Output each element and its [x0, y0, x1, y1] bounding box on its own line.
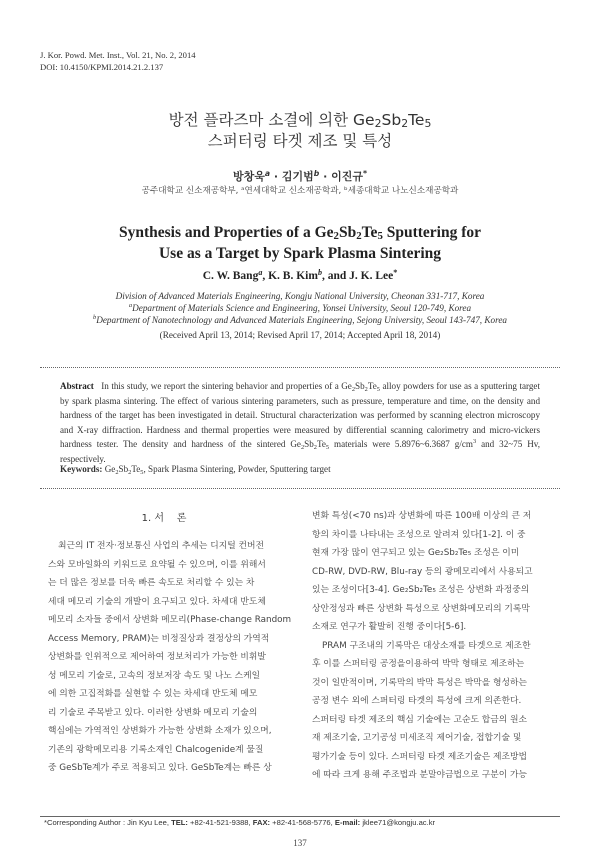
- divider-bottom: [40, 488, 560, 489]
- text-line: 리 기술로 주목받고 있다. 이러한 상변화 메모리 기술의: [48, 707, 258, 718]
- text-line: PRAM 구조내의 기록막은 대상소재를 타겟으로 제조한: [322, 640, 531, 651]
- keywords: Keywords: $Ge_2Sb_2Te_5$, Spark Plasma Sintering, Powder, Sputtering target: [60, 464, 331, 476]
- text-line: 후 이를 스퍼터링 공정을이용하여 박막 형태로 제조하는: [312, 659, 525, 669]
- corresponding-author-footnote: *Corresponding Author : Jin Kyu Lee, TEL: +82-41-521-9388, FAX: +82-41-568-5776, E-mail: jklee71@kongju.ac.kr: [44, 818, 436, 827]
- text-line: 있는 조성이다[3-4]. Ge₂Sb₂Te₅ 조성은 상변화 과정중의: [312, 585, 530, 595]
- korean-title-line-1: 방전 플라즈마 소결에 의한 $Ge_2Sb_2Te_5$: [168, 111, 432, 130]
- english-title-line-1: Synthesis and Properties of a $Ge_2Sb_2Te_5$ Sputtering for: [118, 224, 482, 242]
- korean-title-line-2: 스퍼터링 타겟 제조 및 특성: [207, 132, 393, 150]
- text-line: 재 제조기술, 고기공성 미세조직 제어기술, 접합기술 및: [312, 733, 522, 743]
- text-line: 중 GeSbTe계가 주로 적용되고 있다. GeSbTe계는 빠른 상: [48, 763, 272, 773]
- english-affiliation-3: $^b$Department of Nanotechnology and Advanced Materials Engineering, Sejong University, Seoul 143-747, Korea: [92, 314, 508, 325]
- text-line: 세대 메모리 기술의 개발이 요구되고 있다. 차세대 반도체: [48, 596, 266, 607]
- abstract: Abstract In this study, we report the sintering behavior and properties of a $Ge_2Sb_2Te_5$ alloy powders for use as a sputtering target by spark plasma sintering. The effect of various sintering parameters, such as pressure, temperature and time, on the density and hardness of the target has been investigated in detail. Structural characterization was performed by scanning electron microscopy and X-ray diffraction. Hardness and thermal properties were measured by differential scanning calorimetry and micro-vickers hardness tester. The density and hardness of the sintered $Ge_2Sb_2Te_5$ materials were 5.8976~6.3687 $g/cm^3$ and 32~75 Hv, respectively.: [60, 381, 540, 464]
- text-line: 스퍼터링 타겟 제조의 핵심 기술에는 고순도 합금의 원소: [312, 714, 528, 725]
- text-line: Access Memory, PRAM)는 비정질상과 결정상의 가역적: [48, 633, 270, 644]
- footnote-rule: [40, 816, 560, 817]
- english-title-line-2: Use as a Target by Spark Plasma Sintering: [158, 245, 442, 262]
- text-line: 최근의 IT 전자·정보통신 사업의 추세는 디지털 컨버전: [58, 541, 264, 551]
- divider-top: [40, 367, 560, 368]
- korean-affiliations: 공주대학교 신소재공학부, ᵃ연세대학교 신소재공학과, ᵇ세종대학교 나노신소재공학과: [141, 186, 459, 196]
- korean-authors: 방창욱$^a$ · 김기범$^b$ · 이진규*: [232, 169, 368, 183]
- page-number: 137: [293, 838, 307, 848]
- text-line: 것이 일반적이며, 기록막의 박막 특성은 박막을 형성하는: [312, 677, 528, 688]
- text-line: 에 따라 크게 용해 주조법과 분말야금법으로 구분이 가능: [312, 770, 528, 780]
- text-line: 상안정성과 빠른 상변화 특성으로 상변화메모리의 기록막: [312, 603, 530, 614]
- text-line: 현재 가장 많이 연구되고 있는 Ge₂Sb₂Te₅ 조성은 이미: [312, 548, 520, 558]
- text-line: 항의 차이를 나타내는 조성으로 알려져 있다[1-2]. 이 중: [312, 529, 526, 540]
- english-affiliation-1: Division of Advanced Materials Engineering, Kongju National University, Cheonan 331-717, Korea: [115, 291, 485, 301]
- abstract-label: Abstract: [60, 381, 94, 391]
- section-heading-introduction: 1. 서 론: [141, 513, 187, 524]
- text-line: 에 의한 고집적화를 실현할 수 있는 차세대 반도체 메모: [48, 689, 258, 699]
- text-line: 성 메모리 기술로, 고속의 정보저장 속도 및 나노 스케일: [48, 670, 261, 681]
- text-line: 기존의 광학메모리용 기록소재인 Chalcogenide계 물질: [48, 744, 264, 755]
- left-column: [48, 537, 292, 778]
- text-line: 는 더 많은 정보를 더욱 빠른 속도로 처리할 수 있는 차: [48, 578, 255, 588]
- journal-doi: DOI: 10.4150/KPMI.2014.21.2.137: [40, 62, 164, 72]
- text-line: 메모리 소자들 중에서 상변화 메모리(Phase-change Random: [48, 615, 292, 625]
- journal-citation: J. Kor. Powd. Met. Inst., Vol. 21, No. 2, 2014: [40, 50, 196, 60]
- text-line: 상변화를 인위적으로 제어하여 정보처리가 가능한 비휘발: [48, 652, 266, 662]
- received-dates: (Received April 13, 2014; Revised April 17, 2014; Accepted April 18, 2014): [159, 330, 441, 340]
- text-line: 공정 변수 외에 스퍼터링 타겟의 특성에 크게 의존한다.: [312, 696, 522, 706]
- text-line: 소재로 연구가 활발히 진행 중이다[5-6].: [312, 622, 467, 632]
- english-authors: C. W. Bang$^a$, K. B. Kim$^b$, and J. K. Lee*: [202, 268, 398, 282]
- text-line: CD-RW, DVD-RW, Blu-ray 등의 광메모리에서 사용되고: [312, 566, 533, 577]
- journal-header: [40, 49, 196, 73]
- text-line: 평가기술 등이 있다. 스퍼터링 타겟 제조기술은 제조방법: [312, 751, 528, 762]
- keywords-label: Keywords:: [60, 464, 103, 474]
- text-line: 스와 모바일화의 키워드로 요약될 수 있으며, 이를 위해서: [48, 559, 266, 570]
- text-line: 핵심에는 가역적인 상변화가 가능한 상변화 소재가 있으며,: [48, 726, 272, 736]
- text-line: 변화 특성(<70 ns)과 상변화에 따른 100배 이상의 큰 저: [312, 511, 532, 521]
- english-affiliation-2: $^a$Department of Materials Science and Engineering, Yonsei University, Seoul 120-749, Korea: [128, 302, 472, 313]
- right-column: [312, 507, 562, 785]
